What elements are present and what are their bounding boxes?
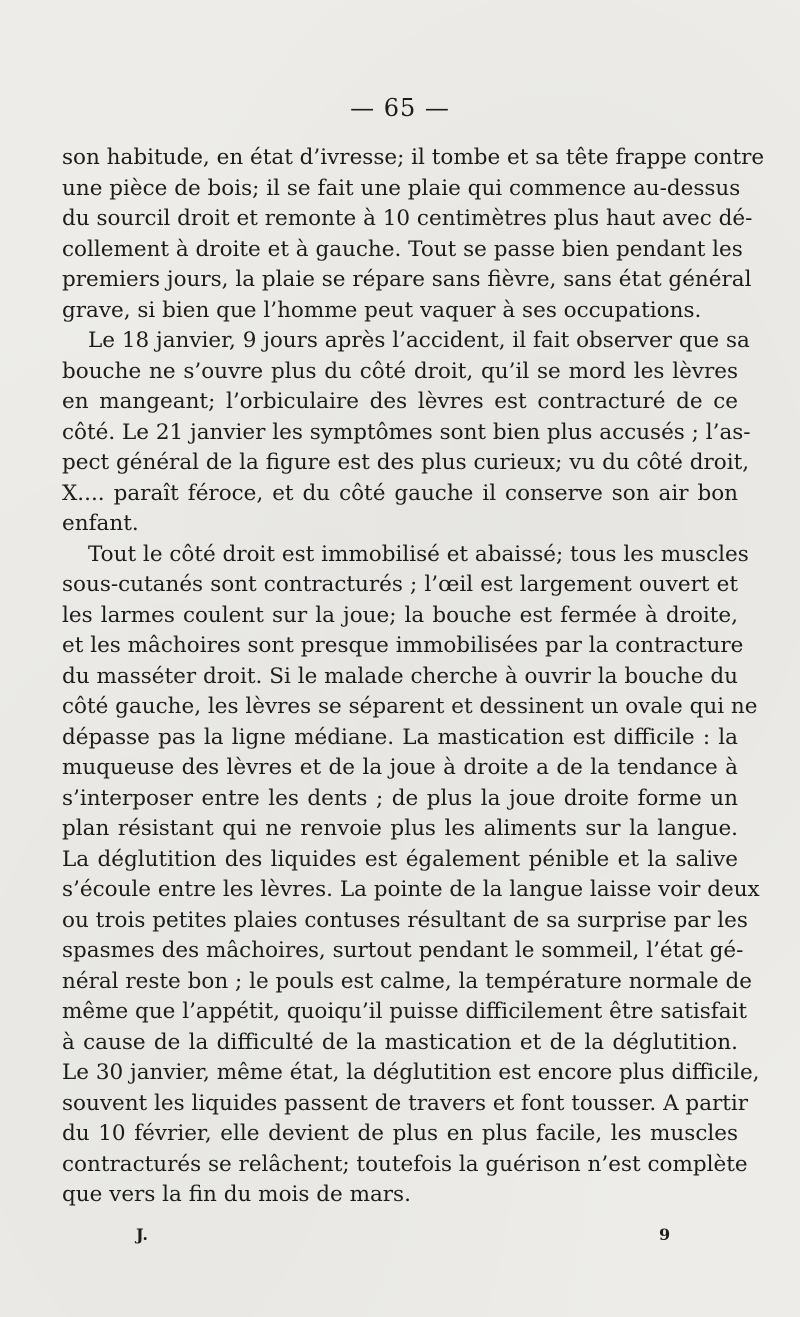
text-line: grave, si bien que l’homme peut vaquer à ses occupations.: [62, 297, 702, 323]
text-line: X.... paraît féroce, et du côté gauche il conserve son air bon: [62, 480, 738, 506]
text-line: du sourcil droit et remonte à 10 centimètres plus haut avec dé-: [62, 206, 753, 231]
page-number: — 65 —: [350, 94, 450, 122]
text-line: Le 30 janvier, même état, la déglutition est encore plus difficile,: [62, 1060, 760, 1085]
text-line: une pièce de bois; il se fait une plaie qui commence au-dessus: [62, 175, 741, 201]
text-line: à cause de la difficulté de la mastication et de la déglutition.: [62, 1029, 738, 1055]
text-line: collement à droite et à gauche. Tout se passe bien pendant les: [62, 236, 743, 262]
text-line: côté gauche, les lèvres se séparent et dessinent un ovale qui ne: [62, 694, 758, 719]
text-line: néral reste bon ; le pouls est calme, la température normale de: [62, 968, 752, 994]
text-line: s’interposer entre les dents ; de plus la joue droite forme un: [62, 785, 738, 811]
text-line: La déglutition des liquides est également pénible et la salive: [62, 846, 738, 872]
text-line: pect général de la figure est des plus curieux; vu du côté droit,: [62, 450, 750, 475]
text-line: et les mâchoires sont presque immobilisées par la contracture: [62, 633, 744, 658]
signature-mark: J.: [136, 1225, 148, 1244]
text-line: même que l’appétit, quoiqu’il puisse difficilement être satisfait: [62, 999, 748, 1024]
signature-number: 9: [659, 1225, 671, 1244]
text-line: dépasse pas la ligne médiane. La mastication est difficile : la: [62, 724, 738, 750]
text-line: les larmes coulent sur la joue; la bouche est fermée à droite,: [62, 602, 738, 628]
text-line: du masséter droit. Si le malade cherche à ouvrir la bouche du: [62, 663, 738, 689]
text-line: Le 18 janvier, 9 jours après l’accident, il fait observer que sa: [88, 328, 750, 353]
text-line: souvent les liquides passent de travers et font tousser. A partir: [62, 1090, 749, 1116]
text-line: premiers jours, la plaie se répare sans fièvre, sans état général: [62, 267, 752, 292]
text-line: bouche ne s’ouvre plus du côté droit, qu’il se mord les lèvres: [62, 358, 738, 384]
text-line: ou trois petites plaies contuses résultant de sa surprise par les: [62, 907, 748, 933]
text-line: en mangeant; l’orbiculaire des lèvres est contracturé de ce: [62, 389, 738, 414]
text-line: son habitude, en état d’ivresse; il tombe et sa tête frappe contre: [62, 145, 765, 170]
text-line: sous-cutanés sont contracturés ; l’œil est largement ouvert et: [62, 572, 738, 597]
text-line: du 10 février, elle devient de plus en plus facile, les muscles: [62, 1121, 738, 1146]
text-line: Tout le côté droit est immobilisé et abaissé; tous les muscles: [88, 541, 749, 567]
text-line: que vers la fin du mois de mars.: [62, 1182, 411, 1207]
text-line: enfant.: [62, 511, 139, 536]
text-line: s’écoule entre les lèvres. La pointe de la langue laisse voir deux: [62, 877, 760, 902]
text-line: spasmes des mâchoires, surtout pendant le sommeil, l’état gé-: [62, 938, 744, 963]
body-text: [62, 143, 765, 1211]
text-line: muqueuse des lèvres et de la joue à droite a de la tendance à: [62, 755, 738, 780]
text-line: côté. Le 21 janvier les symptômes sont bien plus accusés ; l’as-: [62, 419, 751, 445]
text-line: plan résistant qui ne renvoie plus les aliments sur la langue.: [62, 816, 738, 841]
text-line: contracturés se relâchent; toutefois la guérison n’est complète: [62, 1151, 748, 1177]
